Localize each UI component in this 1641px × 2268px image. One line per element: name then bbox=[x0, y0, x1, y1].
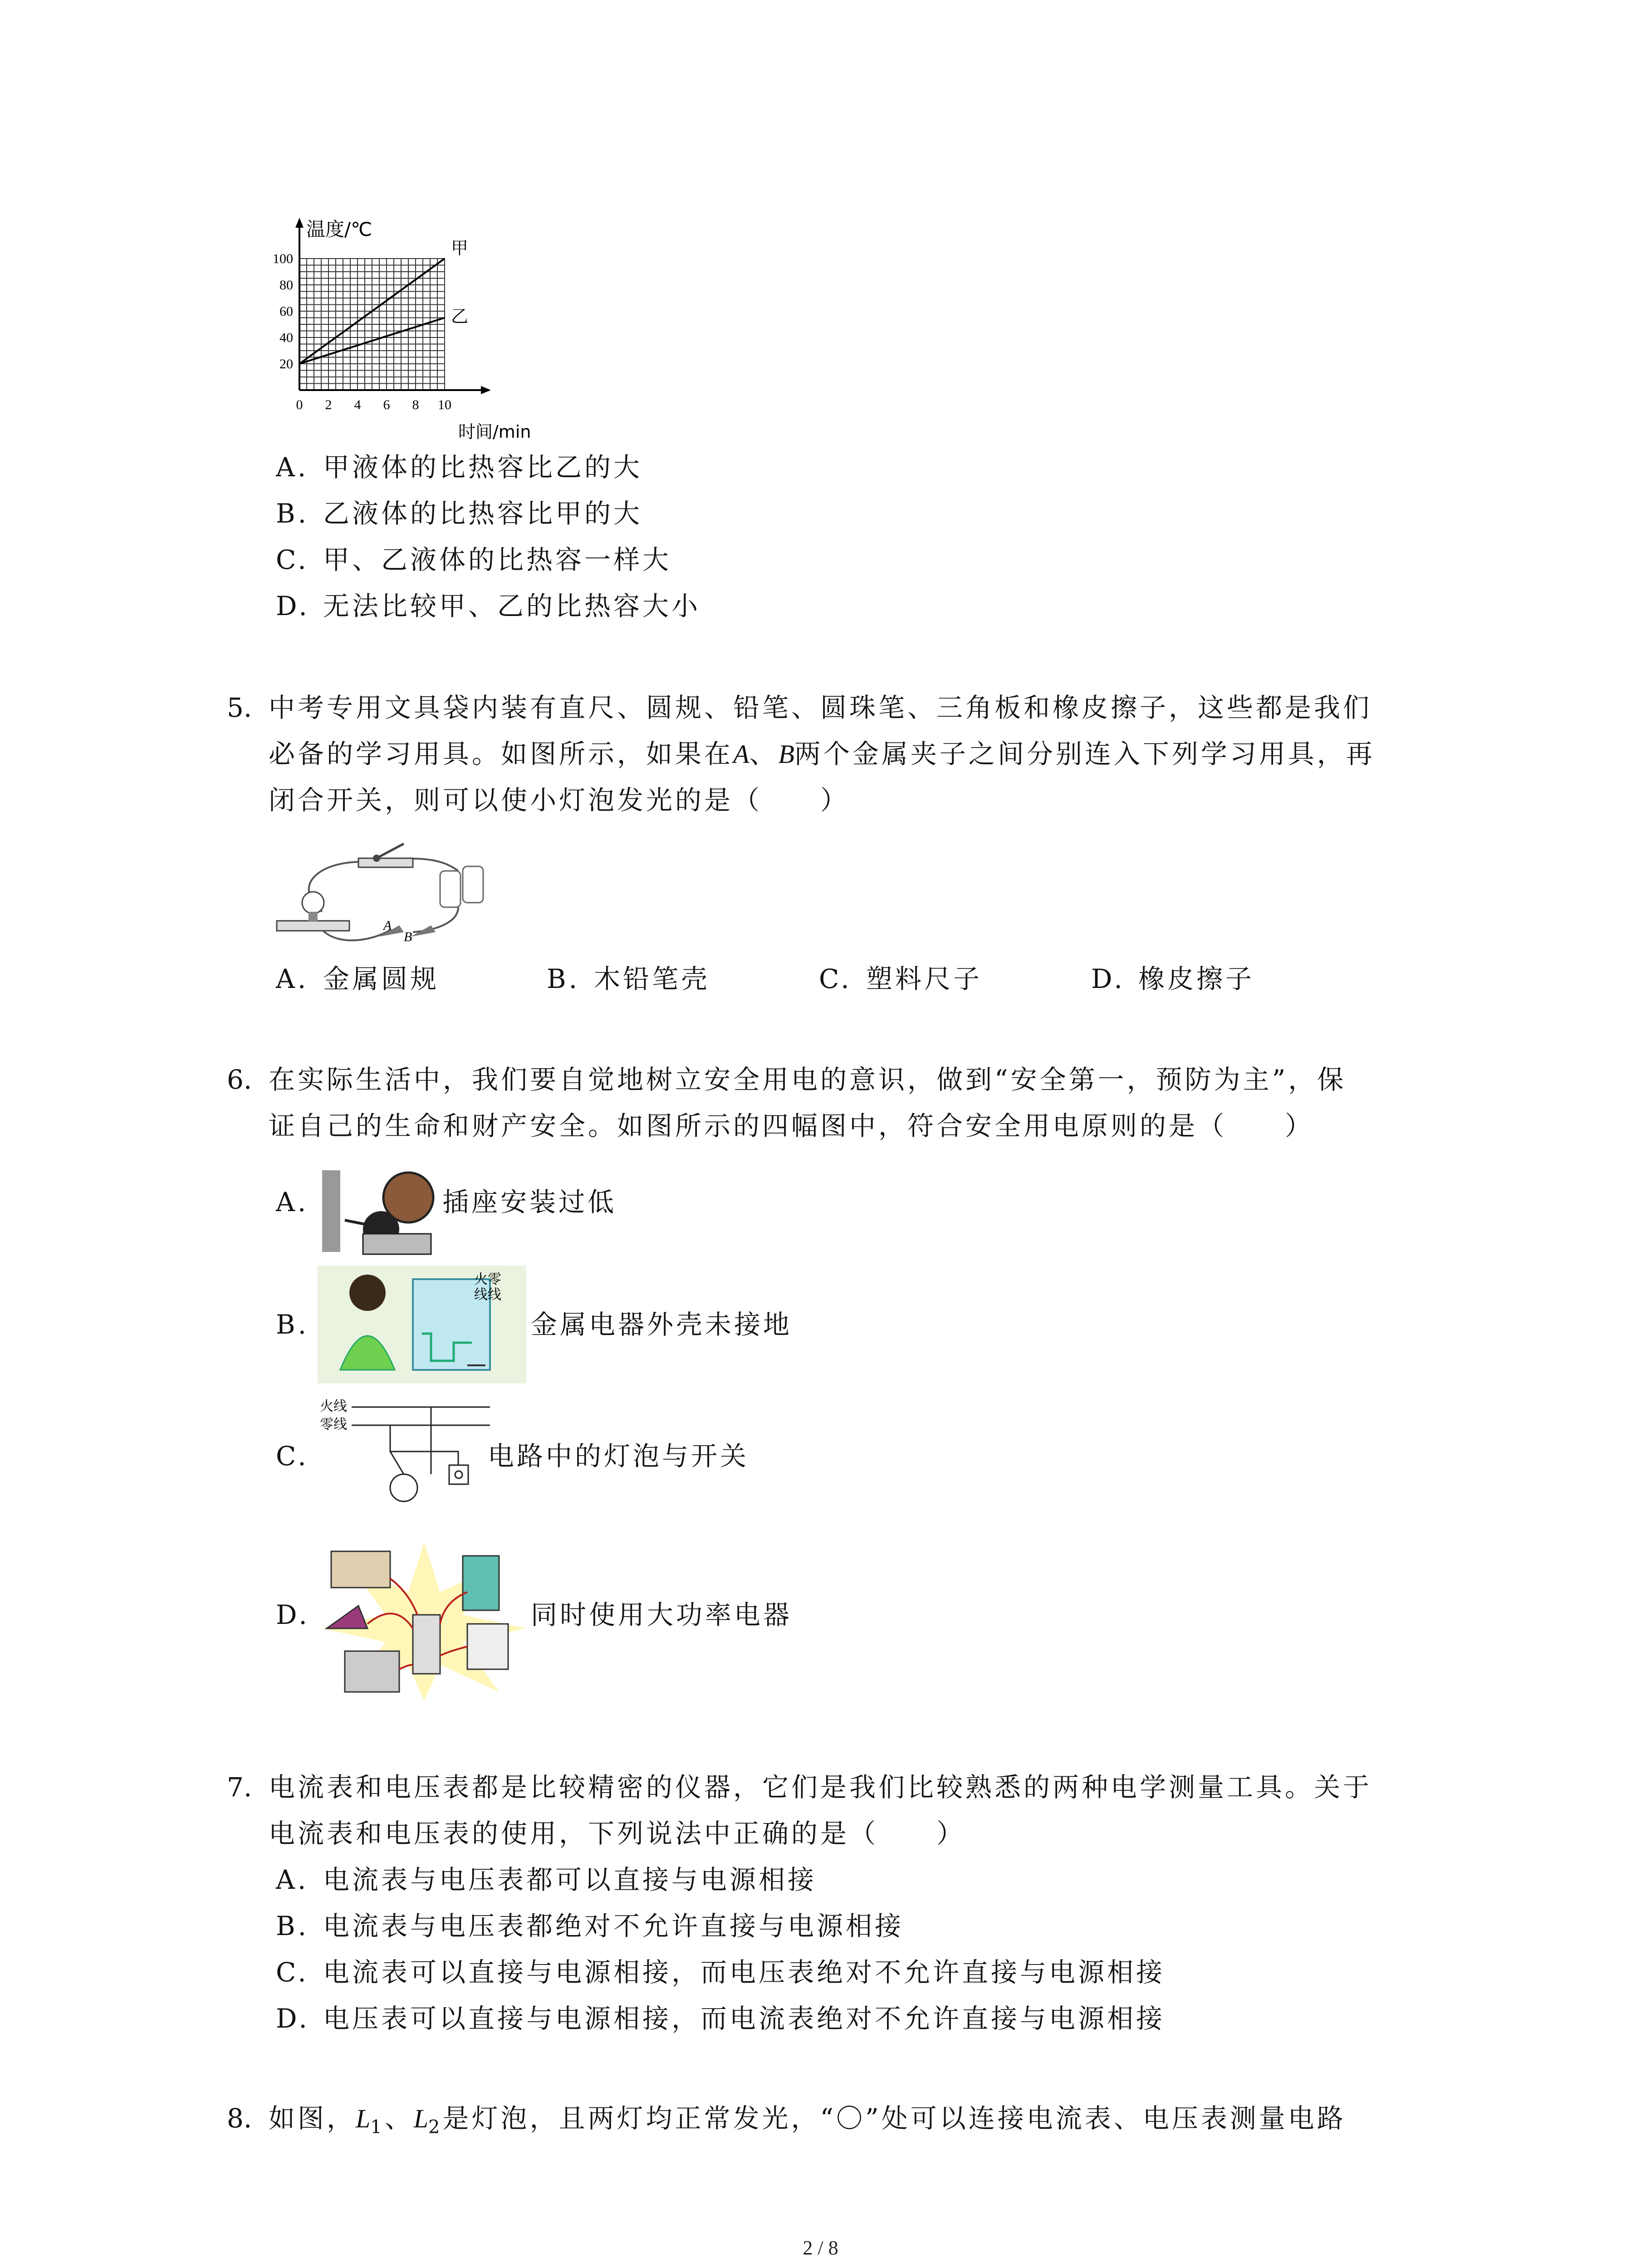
q5-stem-line-2: 必备的学习用具。如图所示，如果在A、B两个金属夹子之间分别连入下列学习用具，再 bbox=[269, 738, 1375, 769]
q8-stem-line-1: 如图，$L_1$、$L_2$是灯泡，且两灯均正常发光，“〇”处可以连接电流表、电压表测量电路 bbox=[269, 2103, 1346, 2138]
live-neutral-wire-label: 火零线线 bbox=[474, 1271, 501, 1303]
wire bbox=[413, 907, 458, 932]
battery-icon bbox=[440, 866, 483, 907]
q6-option-c-text: 电路中的灯泡与开关 bbox=[488, 1441, 749, 1471]
x-tick-label: 6 bbox=[383, 397, 390, 412]
iron-icon bbox=[327, 1606, 367, 1628]
y-axis-arrow bbox=[295, 218, 304, 228]
q5-stem-line-3: 闭合开关，则可以使小灯泡发光的是（ ） bbox=[269, 785, 850, 816]
q7-option-d[interactable]: D. 电压表可以直接与电源相接，而电流表绝对不允许直接与电源相接 bbox=[276, 2003, 1166, 2034]
q6-option-a-image bbox=[318, 1166, 440, 1256]
tv-icon bbox=[345, 1651, 399, 1692]
q6-option-c-image bbox=[318, 1397, 495, 1506]
q7-stem-line-2: 电流表和电压表的使用，下列说法中正确的是（ ） bbox=[269, 1818, 966, 1849]
q6-option-b-image bbox=[318, 1266, 526, 1383]
q6-stem-line-1: 在实际生活中，我们要自觉地树立安全用电的意识，做到“安全第一，预防为主”，保 bbox=[269, 1064, 1347, 1095]
x-axis-label: 时间/min bbox=[458, 422, 531, 442]
q6-option-d-image bbox=[318, 1538, 531, 1706]
option-text: 无法比较甲、乙的比热容大小 bbox=[323, 591, 701, 621]
x-tick-label: 2 bbox=[325, 397, 332, 412]
washer-icon bbox=[467, 1624, 508, 1669]
series-label: 乙 bbox=[451, 306, 469, 327]
y-tick-label: 80 bbox=[279, 278, 293, 293]
option-label: D. bbox=[276, 591, 310, 621]
fridge-icon bbox=[463, 1556, 499, 1610]
metal-clip-b-icon bbox=[411, 925, 436, 937]
y-tick-label: 20 bbox=[279, 357, 293, 371]
question-number: 5. bbox=[227, 692, 252, 723]
x-tick-label: 0 bbox=[296, 397, 303, 412]
clip-label-a: A bbox=[383, 918, 392, 933]
switch-icon bbox=[449, 1465, 468, 1484]
q5-option-c[interactable]: C. 塑料尺子 bbox=[819, 963, 983, 994]
live-wire-label: 火线 bbox=[320, 1398, 347, 1414]
q7-option-a[interactable]: A. 电流表与电压表都可以直接与电源相接 bbox=[276, 1864, 817, 1895]
q6-option-c-label[interactable]: C. bbox=[276, 1441, 309, 1471]
neutral-wire-label: 零线 bbox=[320, 1417, 347, 1432]
q7-option-b[interactable]: B. 电流表与电压表都绝对不允许直接与电源相接 bbox=[276, 1911, 904, 1941]
x-tick-label: 4 bbox=[354, 397, 361, 412]
switch-icon bbox=[358, 844, 413, 867]
y-tick-label: 40 bbox=[279, 330, 293, 345]
bulb-icon bbox=[390, 1474, 417, 1501]
q6-stem-line-2: 证自己的生命和财产安全。如图所示的四幅图中，符合安全用电原则的是（ ） bbox=[269, 1110, 1314, 1141]
q5-circuit-figure bbox=[268, 839, 531, 957]
q4-option-a[interactable] bbox=[276, 445, 642, 490]
option-text: 甲、乙液体的比热容一样大 bbox=[323, 544, 672, 575]
q5-option-b[interactable]: B. 木铅笔壳 bbox=[547, 963, 710, 994]
q6-option-a-label[interactable]: A. bbox=[276, 1187, 309, 1217]
microwave-icon bbox=[331, 1551, 390, 1588]
q6-option-b-text: 金属电器外壳未接地 bbox=[531, 1309, 793, 1340]
clip-label-b: B bbox=[404, 929, 412, 944]
series-label: 甲 bbox=[451, 238, 469, 258]
y-tick-label: 100 bbox=[273, 251, 293, 266]
q4-option-c[interactable] bbox=[276, 537, 671, 582]
bulb-icon bbox=[277, 892, 349, 931]
q6-option-a-text: 插座安装过低 bbox=[442, 1187, 617, 1217]
option-text: 乙液体的比热容比甲的大 bbox=[323, 498, 643, 529]
y-tick-label: 60 bbox=[279, 304, 293, 319]
q5-option-a[interactable]: A. 金属圆规 bbox=[276, 963, 440, 994]
q5-option-d[interactable]: D. 橡皮擦子 bbox=[1091, 963, 1255, 994]
q6-option-d-label[interactable]: D. bbox=[276, 1599, 310, 1630]
x-axis-arrow bbox=[481, 386, 491, 394]
option-label: A. bbox=[276, 452, 309, 483]
option-label: B. bbox=[276, 498, 309, 529]
option-label: C. bbox=[276, 544, 309, 575]
q4-temperature-time-chart bbox=[254, 213, 563, 449]
option-text: 甲液体的比热容比乙的大 bbox=[323, 452, 643, 483]
x-tick-label: 10 bbox=[438, 397, 451, 412]
question-number: 8. bbox=[227, 2103, 252, 2134]
page-number: 2 / 8 bbox=[803, 2237, 838, 2259]
y-axis-label: 温度/℃ bbox=[306, 218, 372, 240]
q6-option-b-label[interactable]: B. bbox=[276, 1309, 309, 1340]
q7-option-c[interactable]: C. 电流表可以直接与电源相接，而电压表绝对不允许直接与电源相接 bbox=[276, 1957, 1166, 1988]
question-number: 7. bbox=[227, 1772, 252, 1803]
question-number: 6. bbox=[227, 1064, 252, 1095]
q4-option-b[interactable] bbox=[276, 491, 642, 536]
q4-option-d[interactable] bbox=[276, 583, 700, 629]
q7-stem-line-1: 电流表和电压表都是比较精密的仪器，它们是我们比较熟悉的两种电学测量工具。关于 bbox=[269, 1772, 1372, 1803]
power-strip-icon bbox=[413, 1615, 440, 1674]
x-tick-label: 8 bbox=[412, 397, 419, 412]
q5-stem-line-1: 中考专用文具袋内装有直尺、圆规、铅笔、圆珠笔、三角板和橡皮擦子，这些都是我们 bbox=[269, 692, 1372, 723]
q6-option-d-text: 同时使用大功率电器 bbox=[531, 1599, 793, 1630]
